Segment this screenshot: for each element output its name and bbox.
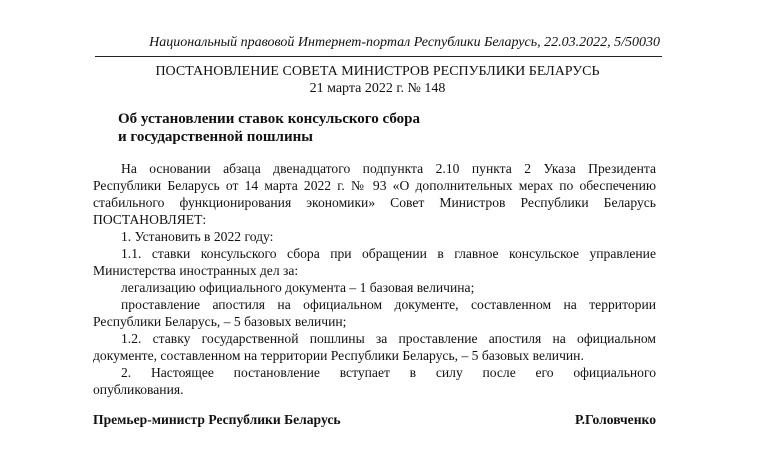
body-line: ПОСТАНОВЛЯЕТ:: [93, 212, 207, 227]
body-line: Республики Беларусь от 14 марта 2022 г. № 93 «О дополнительных мерах по обеспечению: [93, 178, 656, 193]
body-line: стабильного функционирования экономики» Совет Министров Республики Беларусь: [93, 195, 656, 210]
body-line: 1.2. ставку государственной пошлины за проставление апостиля на официальном: [121, 331, 656, 346]
heading-line: и государственной пошлины: [118, 129, 313, 145]
document-date: 21 марта 2022 г. № 148: [309, 81, 446, 96]
portal-header: Национальный правовой Интернет-портал Республики Беларусь, 22.03.2022, 5/50030: [149, 35, 660, 50]
document-heading: [118, 110, 420, 146]
body-line: опубликования.: [93, 382, 184, 397]
document-body: [93, 160, 656, 398]
body-line: документе, составленном на территории Республики Беларусь, – 5 базовых величин.: [93, 348, 584, 363]
body-line: На основании абзаца двенадцатого подпункта 2.10 пункта 2 Указа Президента: [121, 161, 656, 176]
header-divider: [95, 56, 662, 57]
document-title-block: [95, 63, 660, 97]
signatory-name: Р.Головченко: [575, 412, 656, 427]
signatory-position: Премьер-министр Республики Беларусь: [93, 412, 341, 427]
body-line: легализацию официального документа – 1 базовая величина;: [121, 280, 475, 295]
heading-line: Об установлении ставок консульского сбора: [118, 111, 420, 127]
body-line: 1.1. ставки консульского сбора при обращении в главное консульское управление: [121, 246, 656, 261]
document-title: ПОСТАНОВЛЕНИЕ СОВЕТА МИНИСТРОВ РЕСПУБЛИКИ БЕЛАРУСЬ: [155, 64, 600, 79]
signature-block: [93, 412, 656, 428]
body-line: Республики Беларусь, – 5 базовых величин;: [93, 314, 347, 329]
body-line: 1. Установить в 2022 году:: [121, 229, 274, 244]
body-line: проставление апостиля на официальном документе, составленном на территории: [121, 297, 656, 312]
body-line: 2. Настоящее постановление вступает в силу после его официального: [121, 365, 656, 380]
body-line: Министерства иностранных дел за:: [93, 263, 299, 278]
